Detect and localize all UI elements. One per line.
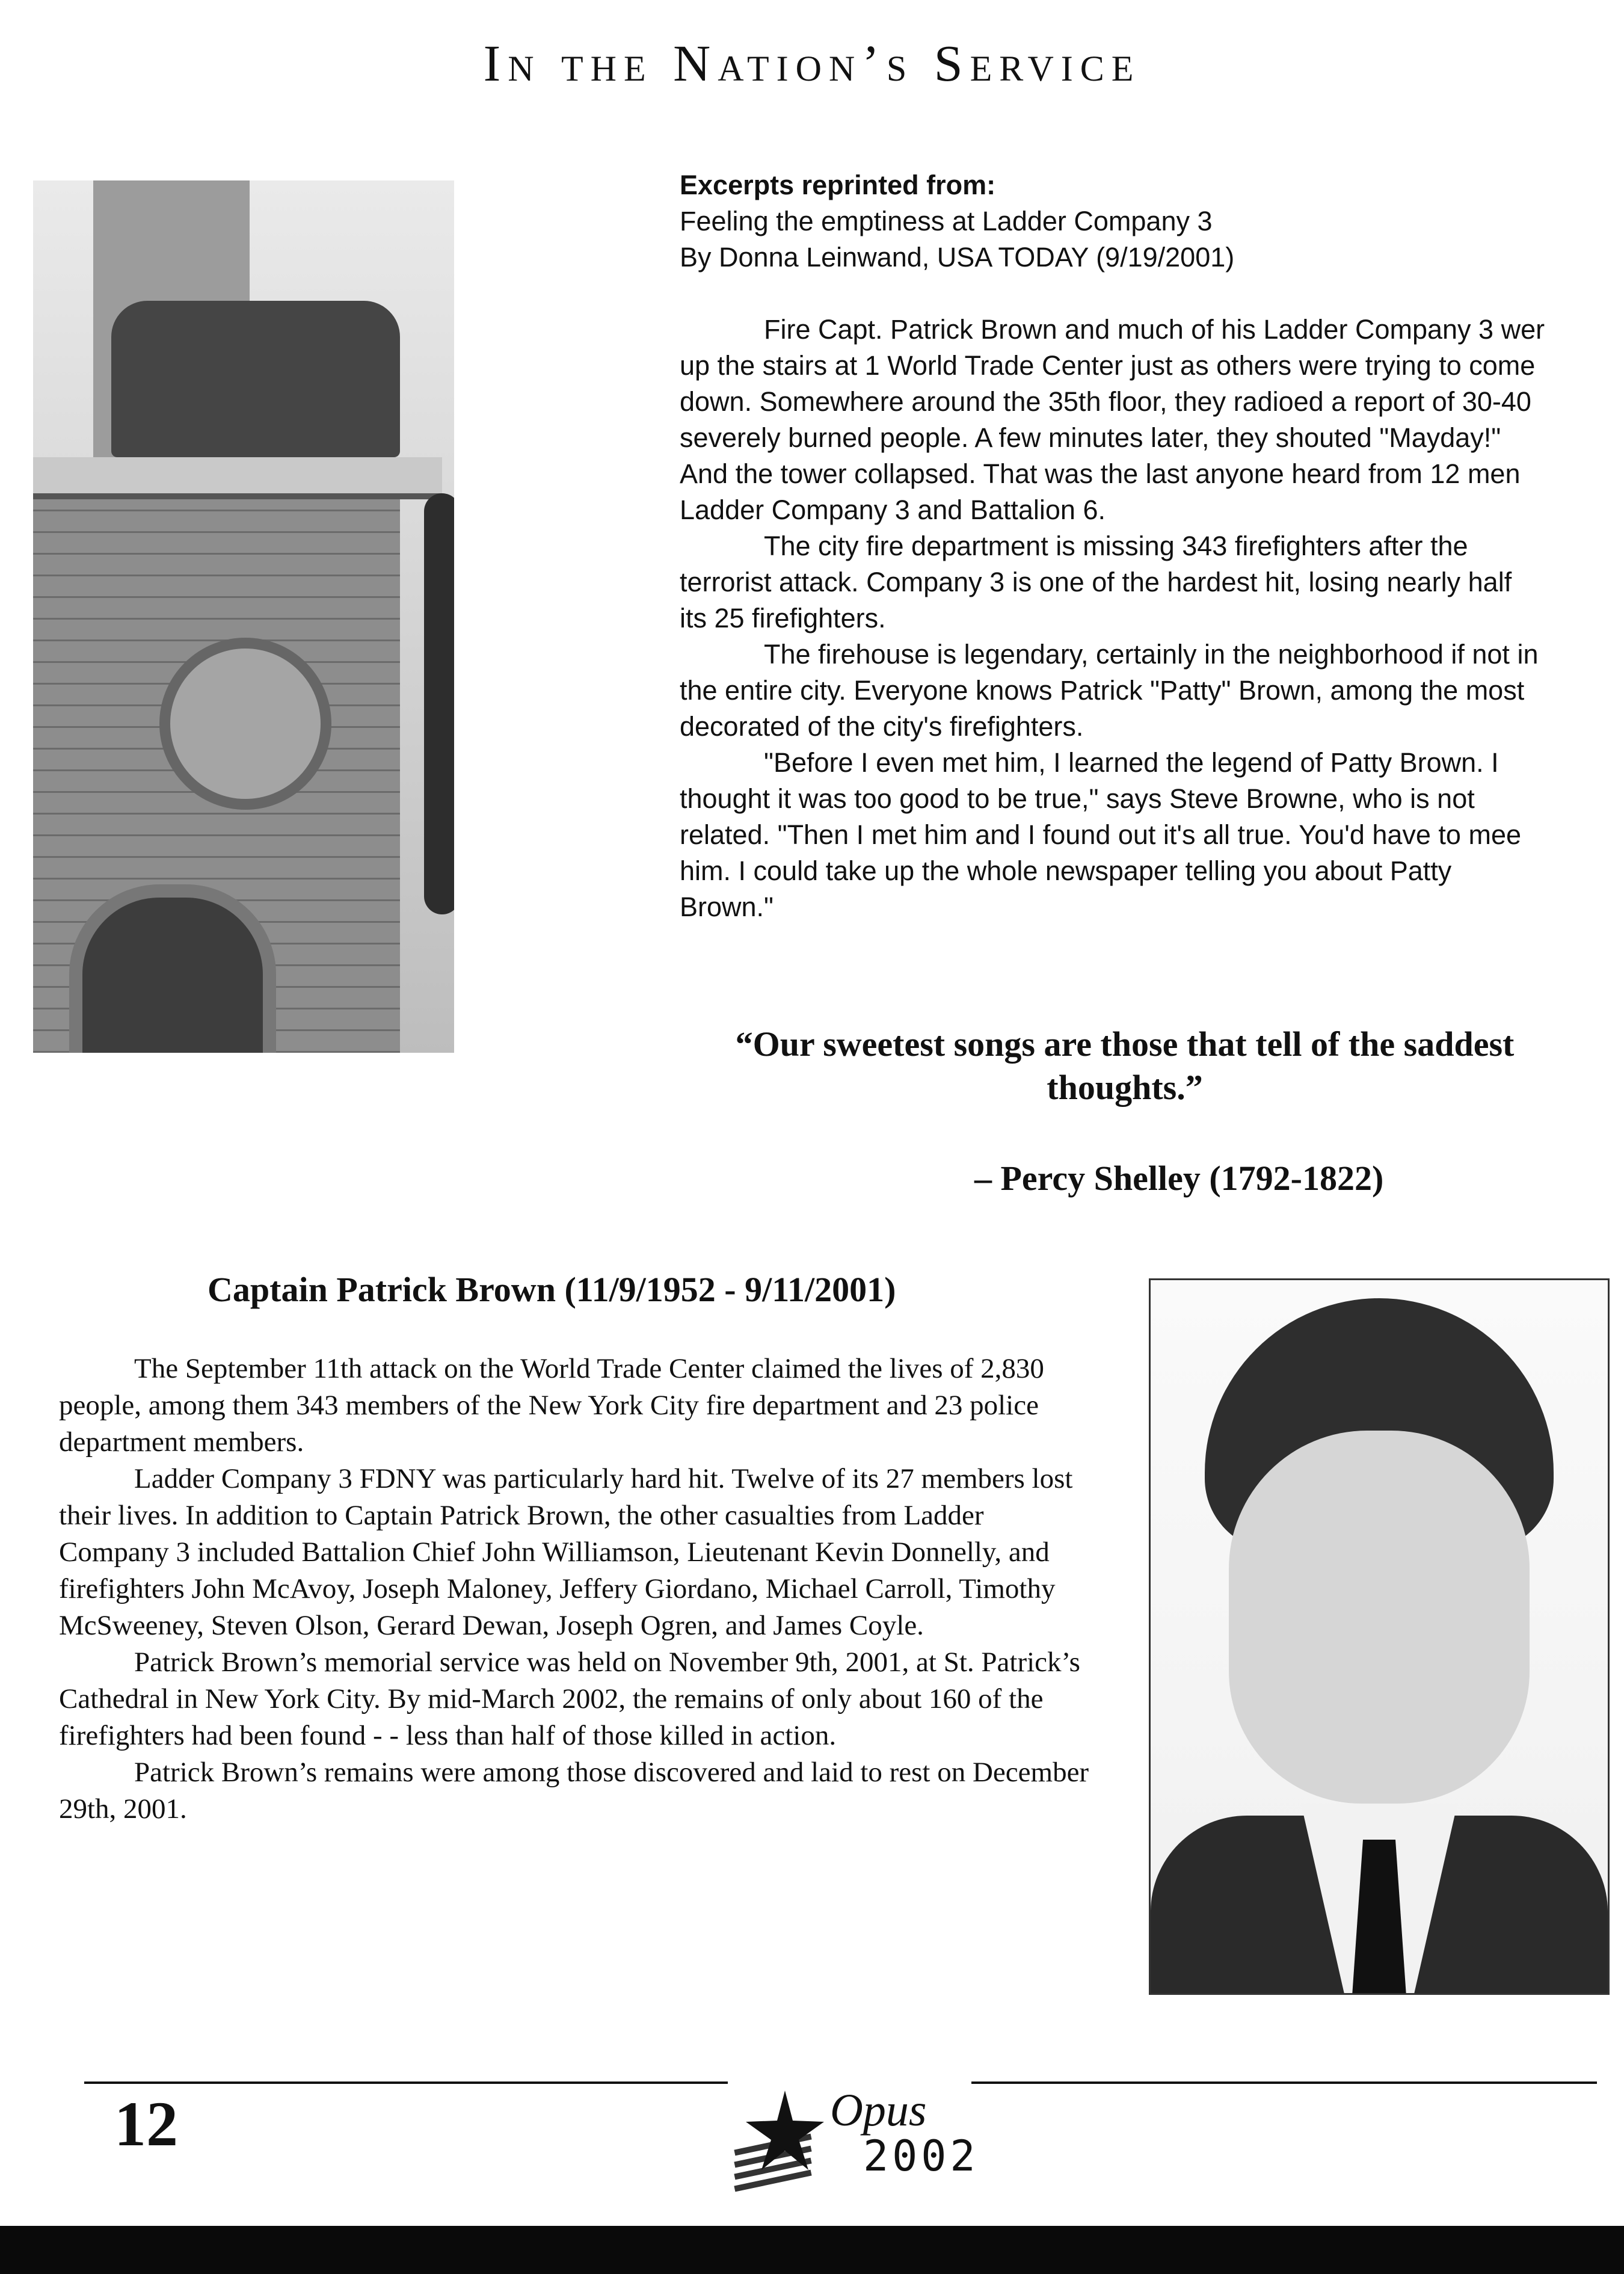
excerpt-paragraph: "Before I even met him, I learned the legend of Patty Brown. I thought it was too good to be true," says Steve Browne, who is not related. "Then I met him and I found out it's all true. You'd have to mee him. I could take up the whole newspaper telling you about Patty Brown.": [680, 747, 1521, 922]
logo-year: 2002: [863, 2131, 979, 2181]
excerpt-source-title: Feeling the emptiness at Ladder Company 3: [680, 206, 1213, 236]
excerpt-paragraph: The firehouse is legendary, certainly in the neighborhood if not in the entire city. Everyone knows Patrick "Patty" Brown, among the most decorated of the city's firefighters.: [680, 639, 1539, 742]
footer-rule-right: [971, 2081, 1597, 2084]
bio-paragraph: The September 11th attack on the World Trade Center claimed the lives of 2,830 people, among them 343 members of the New York City fire department and 23 police department members.: [59, 1353, 1044, 1458]
bio-heading: Captain Patrick Brown (11/9/1952 - 9/11/2001): [208, 1270, 896, 1309]
running-header: In the Nation’s Service: [483, 34, 1141, 92]
bio-paragraph: Ladder Company 3 FDNY was particularly hard hit. Twelve of its 27 members lost their lives. In addition to Captain Patrick Brown, the other casualties from Ladder Company 3 included Battalion Chief John Williamson, Lieutenant Kevin Donnelly, and firefighters John McAvoy, Joseph Maloney, Jeffery Giordano, Michael Carroll, Timothy McSweeney, Steven Olson, Gerard Dewan, Joseph Ogren, and James Coyle.: [59, 1463, 1073, 1641]
excerpt-article-body: [680, 312, 1624, 925]
excerpt-source-byline: By Donna Leinwand, USA TODAY (9/19/2001): [680, 242, 1235, 273]
pull-quote: “Our sweetest songs are those that tell of the saddest thoughts.”: [735, 1025, 1515, 1107]
firefighter-rescue-photo: [33, 180, 454, 1053]
opus-logo: [728, 2084, 980, 2193]
bio-body: [59, 1351, 1093, 1828]
portrait-photo: [1149, 1278, 1610, 1995]
excerpt-paragraph: Fire Capt. Patrick Brown and much of his Ladder Company 3 wer up the stairs at 1 World Trade Center just as others were trying to come down. Somewhere around the 35th floor, they radioed a report of 30-40 severely burned people. A few minutes later, they shouted "Mayday!" And the tower collapsed. That was the last anyone heard from 12 men Ladder Company 3 and Battalion 6.: [680, 314, 1545, 525]
page-number: 12: [114, 2089, 178, 2159]
logo-word: Opus: [830, 2085, 927, 2136]
scan-edge-band: [0, 2226, 1624, 2274]
excerpt-section: [680, 167, 1624, 925]
excerpt-paragraph: The city fire department is missing 343 firefighters after the terrorist attack. Company 3 is one of the hardest hit, losing nearly half its 25 firefighters.: [680, 531, 1512, 633]
bio-paragraph: Patrick Brown’s memorial service was held on November 9th, 2001, at St. Patrick’s Cathedral in New York City. By mid-March 2002, the remains of only about 160 of the firefighters had been found - - less than half of those killed in action.: [59, 1647, 1080, 1751]
excerpt-source-heading: Excerpts reprinted from:: [680, 170, 996, 200]
star-flag-icon: [728, 2084, 836, 2193]
quote-attribution: – Percy Shelley (1792-1822): [974, 1159, 1384, 1198]
footer-rule-left: [84, 2081, 728, 2084]
bio-paragraph: Patrick Brown’s remains were among those discovered and laid to rest on December 29th, 2001.: [59, 1757, 1089, 1825]
